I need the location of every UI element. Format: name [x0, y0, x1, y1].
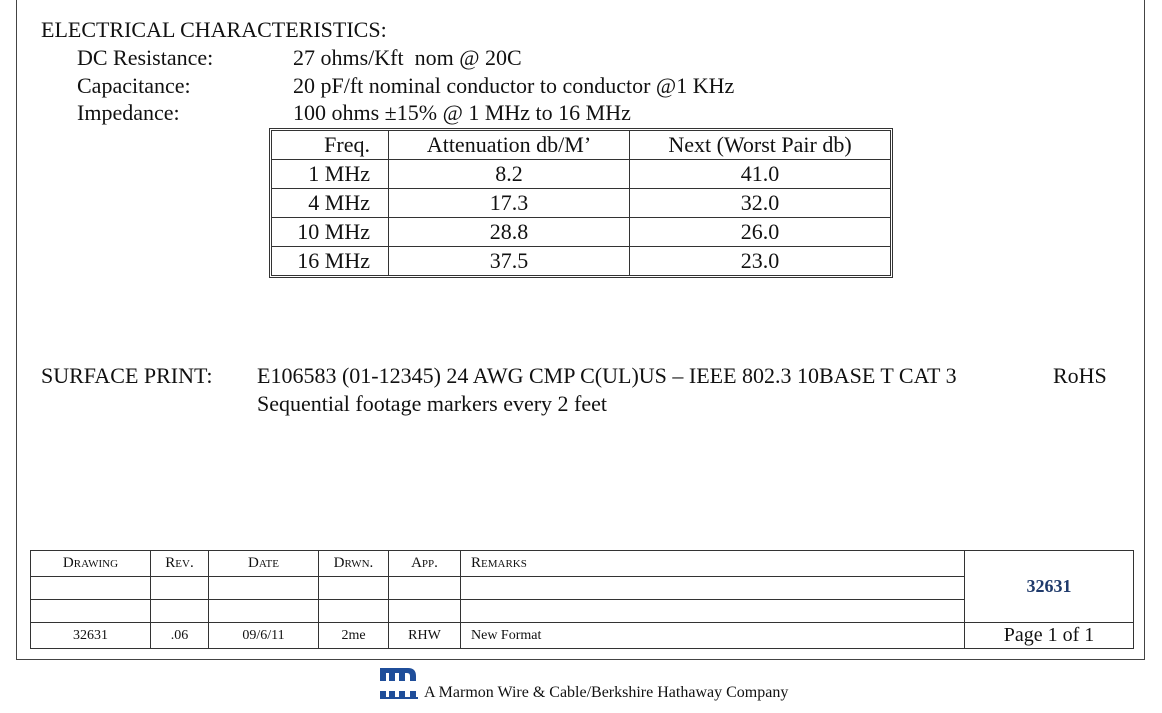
table-row: [272, 189, 890, 218]
cell-freq: 16 MHz: [272, 247, 389, 275]
header-date: Date: [209, 551, 319, 577]
cell-drwn: 2me: [319, 623, 389, 649]
electrical-heading: ELECTRICAL CHARACTERISTICS:: [41, 17, 387, 42]
spec-label-capacitance: Capacitance:: [77, 73, 191, 98]
cell-next: 26.0: [630, 218, 890, 247]
cell-next: 41.0: [630, 160, 890, 189]
surface-print-label: SURFACE PRINT:: [41, 363, 213, 388]
cell-freq: 4 MHz: [272, 189, 389, 218]
cell-attenuation: 8.2: [389, 160, 630, 189]
cell-attenuation: 17.3: [389, 189, 630, 218]
footer-company: A Marmon Wire & Cable/Berkshire Hathaway Company: [424, 684, 789, 701]
spec-value-capacitance: 20 pF/ft nominal conductor to conductor @1 KHz: [293, 73, 735, 98]
cell-attenuation: 28.8: [389, 218, 630, 247]
header-drawing: Drawing: [31, 551, 151, 577]
cell-remarks: New Format: [461, 623, 965, 649]
header-remarks: Remarks: [461, 551, 965, 577]
cell-attenuation: 37.5: [389, 247, 630, 275]
title-block-revision-row: [31, 623, 1134, 649]
cell-app: RHW: [389, 623, 461, 649]
rohs-label: RoHS: [1053, 363, 1107, 388]
surface-print-line1: E106583 (01-12345) 24 AWG CMP C(UL)US – IEEE 802.3 10BASE T CAT 3: [257, 363, 957, 388]
cell-date: 09/6/11: [209, 623, 319, 649]
cell-freq: 10 MHz: [272, 218, 389, 247]
header-freq: Freq.: [272, 131, 389, 160]
page-number: Page 1 of 1: [965, 623, 1134, 649]
marmon-logo: [378, 664, 420, 705]
header-attenuation: Attenuation db/M’: [389, 131, 630, 160]
header-rev: Rev.: [151, 551, 209, 577]
marmon-logo-icon: [378, 664, 420, 700]
cell-drawing: 32631: [31, 623, 151, 649]
table-row: [272, 247, 890, 275]
spec-value-dc-resistance: 27 ohms/Kft nom @ 20C: [293, 45, 522, 70]
title-block-header-row: [31, 551, 1134, 577]
attenuation-table: [269, 128, 893, 278]
spec-label-impedance: Impedance:: [77, 100, 180, 125]
table-row: [272, 160, 890, 189]
surface-print-line2: Sequential footage markers every 2 feet: [257, 391, 608, 416]
cell-freq: 1 MHz: [272, 160, 389, 189]
header-drwn: Drwn.: [319, 551, 389, 577]
table-header-row: [272, 131, 890, 160]
table-row: [272, 218, 890, 247]
spec-value-impedance: 100 ohms ±15% @ 1 MHz to 16 MHz: [293, 100, 631, 125]
cell-next: 32.0: [630, 189, 890, 218]
cell-next: 23.0: [740, 248, 780, 273]
title-block: [30, 550, 1134, 649]
cell-rev: .06: [151, 623, 209, 649]
header-app: App.: [389, 551, 461, 577]
drawing-number: 32631: [965, 551, 1134, 623]
spec-label-dc-resistance: DC Resistance:: [77, 45, 214, 70]
header-next: Next (Worst Pair db): [630, 131, 890, 160]
